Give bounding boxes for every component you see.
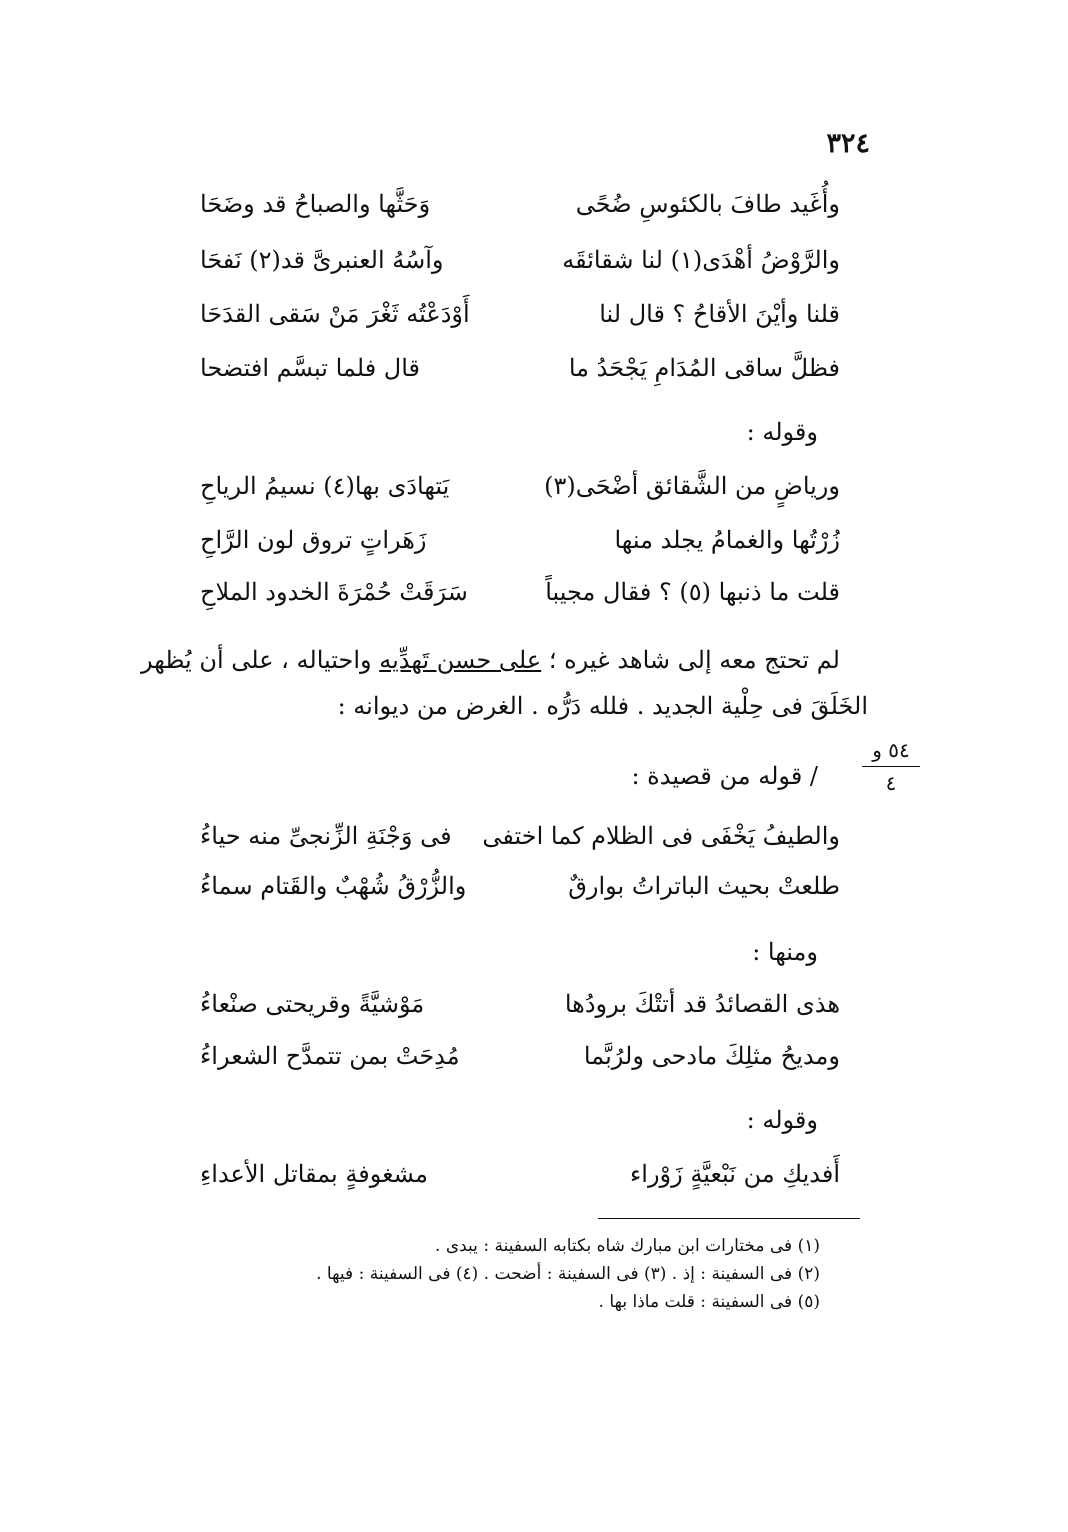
footnote-separator [598,1218,860,1219]
verse-line [200,346,840,396]
folio-reference: ٥٤ و [872,738,910,762]
verse-first-hemistich: قلنا وأيْنَ الأقاحُ ؟ قال لنا [599,300,840,328]
verse-second-hemistich: يَتهادَى بها(٤) نسيمُ الرياحِ [200,472,450,500]
verse-line [200,982,840,1032]
verse-line [200,518,840,568]
verse-line [200,238,840,288]
verse-second-hemistich: فى وَجْنَةِ الزِّنجىِّ منه حياءُ [200,822,452,850]
prose-line [141,646,840,674]
footnote: (١) فى مختارات ابن مبارك شاه بكتابه السفينة : يبدى . [435,1236,820,1256]
verse-second-hemistich: مَوْشيَّةً وقريحتى صنْعاءُ [200,990,425,1018]
verse-first-hemistich: والطيفُ يَخْفَى فى الظلام كما اختفى [482,822,840,850]
prose-line [208,692,868,720]
verse-first-hemistich: قلت ما ذنبها (٥) ؟ فقال مجيباً [545,578,840,606]
underlined-phrase: على حسن تَهدِّيه [379,646,542,674]
prose-text: واحتياله ، على أن يُظهر [141,646,372,674]
folio-divider [862,766,920,767]
verse-second-hemistich: وآسُهُ العنبرىَّ قد(٢) نَفحَا [200,246,444,274]
verse-second-hemistich: مُدِحَتْ بمن تتمدَّح الشعراءُ [200,1042,460,1070]
prose-text: لم تحتج معه إلى شاهد غيره ؛ [548,646,840,674]
verse-line [200,1034,840,1084]
verse-first-hemistich: ومديحُ مثلِكَ مادحى ولرُبَّما [583,1042,840,1070]
verse-second-hemistich: وَحَثَّها والصباحُ قد وضَحَا [200,190,431,218]
section-label: وقوله : [746,1106,818,1134]
verse-line [200,570,840,620]
verse-first-hemistich: زُرْتُها والغمامُ يجلد منها [614,526,840,554]
prose-text: الخَلَقَ فى حِلْية الجديد . فلله دَرُّه . الغرض من ديوانه : [337,692,868,720]
verse-first-hemistich: فظلَّ ساقى المُدَامِ يَجْحَدُ ما [568,354,840,382]
verse-first-hemistich: هذى القصائدُ قد أتتْكَ برودُها [564,990,840,1018]
verse-first-hemistich: وأُغَيد طافَ بالكئوسِ ضُحًى [575,190,840,218]
section-label: / قوله من قصيدة : [631,762,818,790]
page-number: ٣٢٤ [826,128,870,159]
verse-line [200,814,840,864]
verse-second-hemistich: قال فلما تبسَّم افتضحا [200,354,421,382]
folio-page: ٤ [885,771,897,795]
verse-line [200,182,840,232]
verse-line [200,1152,840,1202]
verse-first-hemistich: والرَّوْضُ أهْدَى(١) لنا شقائقَه [562,246,840,274]
verse-line [200,464,840,514]
footnote: (٢) فى السفينة : إذ . (٣) فى السفينة : أضحت . (٤) فى السفينة : فيها . [316,1264,820,1284]
section-label: وقوله : [746,418,818,446]
verse-line [200,864,840,914]
verse-second-hemistich: سَرَقَتْ حُمْرَةَ الخدود الملاحِ [200,578,468,606]
margin-folio-note [862,738,920,795]
footnote: (٥) فى السفينة : قلت ماذا بها . [598,1292,820,1312]
verse-first-hemistich: طلعتْ بحيث الباتراتُ بوارقٌ [568,872,840,900]
verse-second-hemistich: زَهَراتٍ تروق لون الرَّاحِ [200,526,427,554]
section-label: ومنها : [752,938,818,966]
verse-second-hemistich: والزُّرْقُ شُهْبٌ والقَتام سماءُ [200,872,467,900]
verse-line [200,292,840,342]
verse-first-hemistich: ورياضٍ من الشَّقائق أضْحَى(٣) [544,472,840,500]
verse-second-hemistich: أَوْدَعْتُه ثَغْرَ مَنْ سَقى القدَحَا [200,300,470,328]
verse-first-hemistich: أَفديكِ من نَبْعيَّةٍ زَوْراء [630,1160,840,1188]
verse-second-hemistich: مشغوفةٍ بمقاتل الأعداءِ [200,1160,428,1188]
